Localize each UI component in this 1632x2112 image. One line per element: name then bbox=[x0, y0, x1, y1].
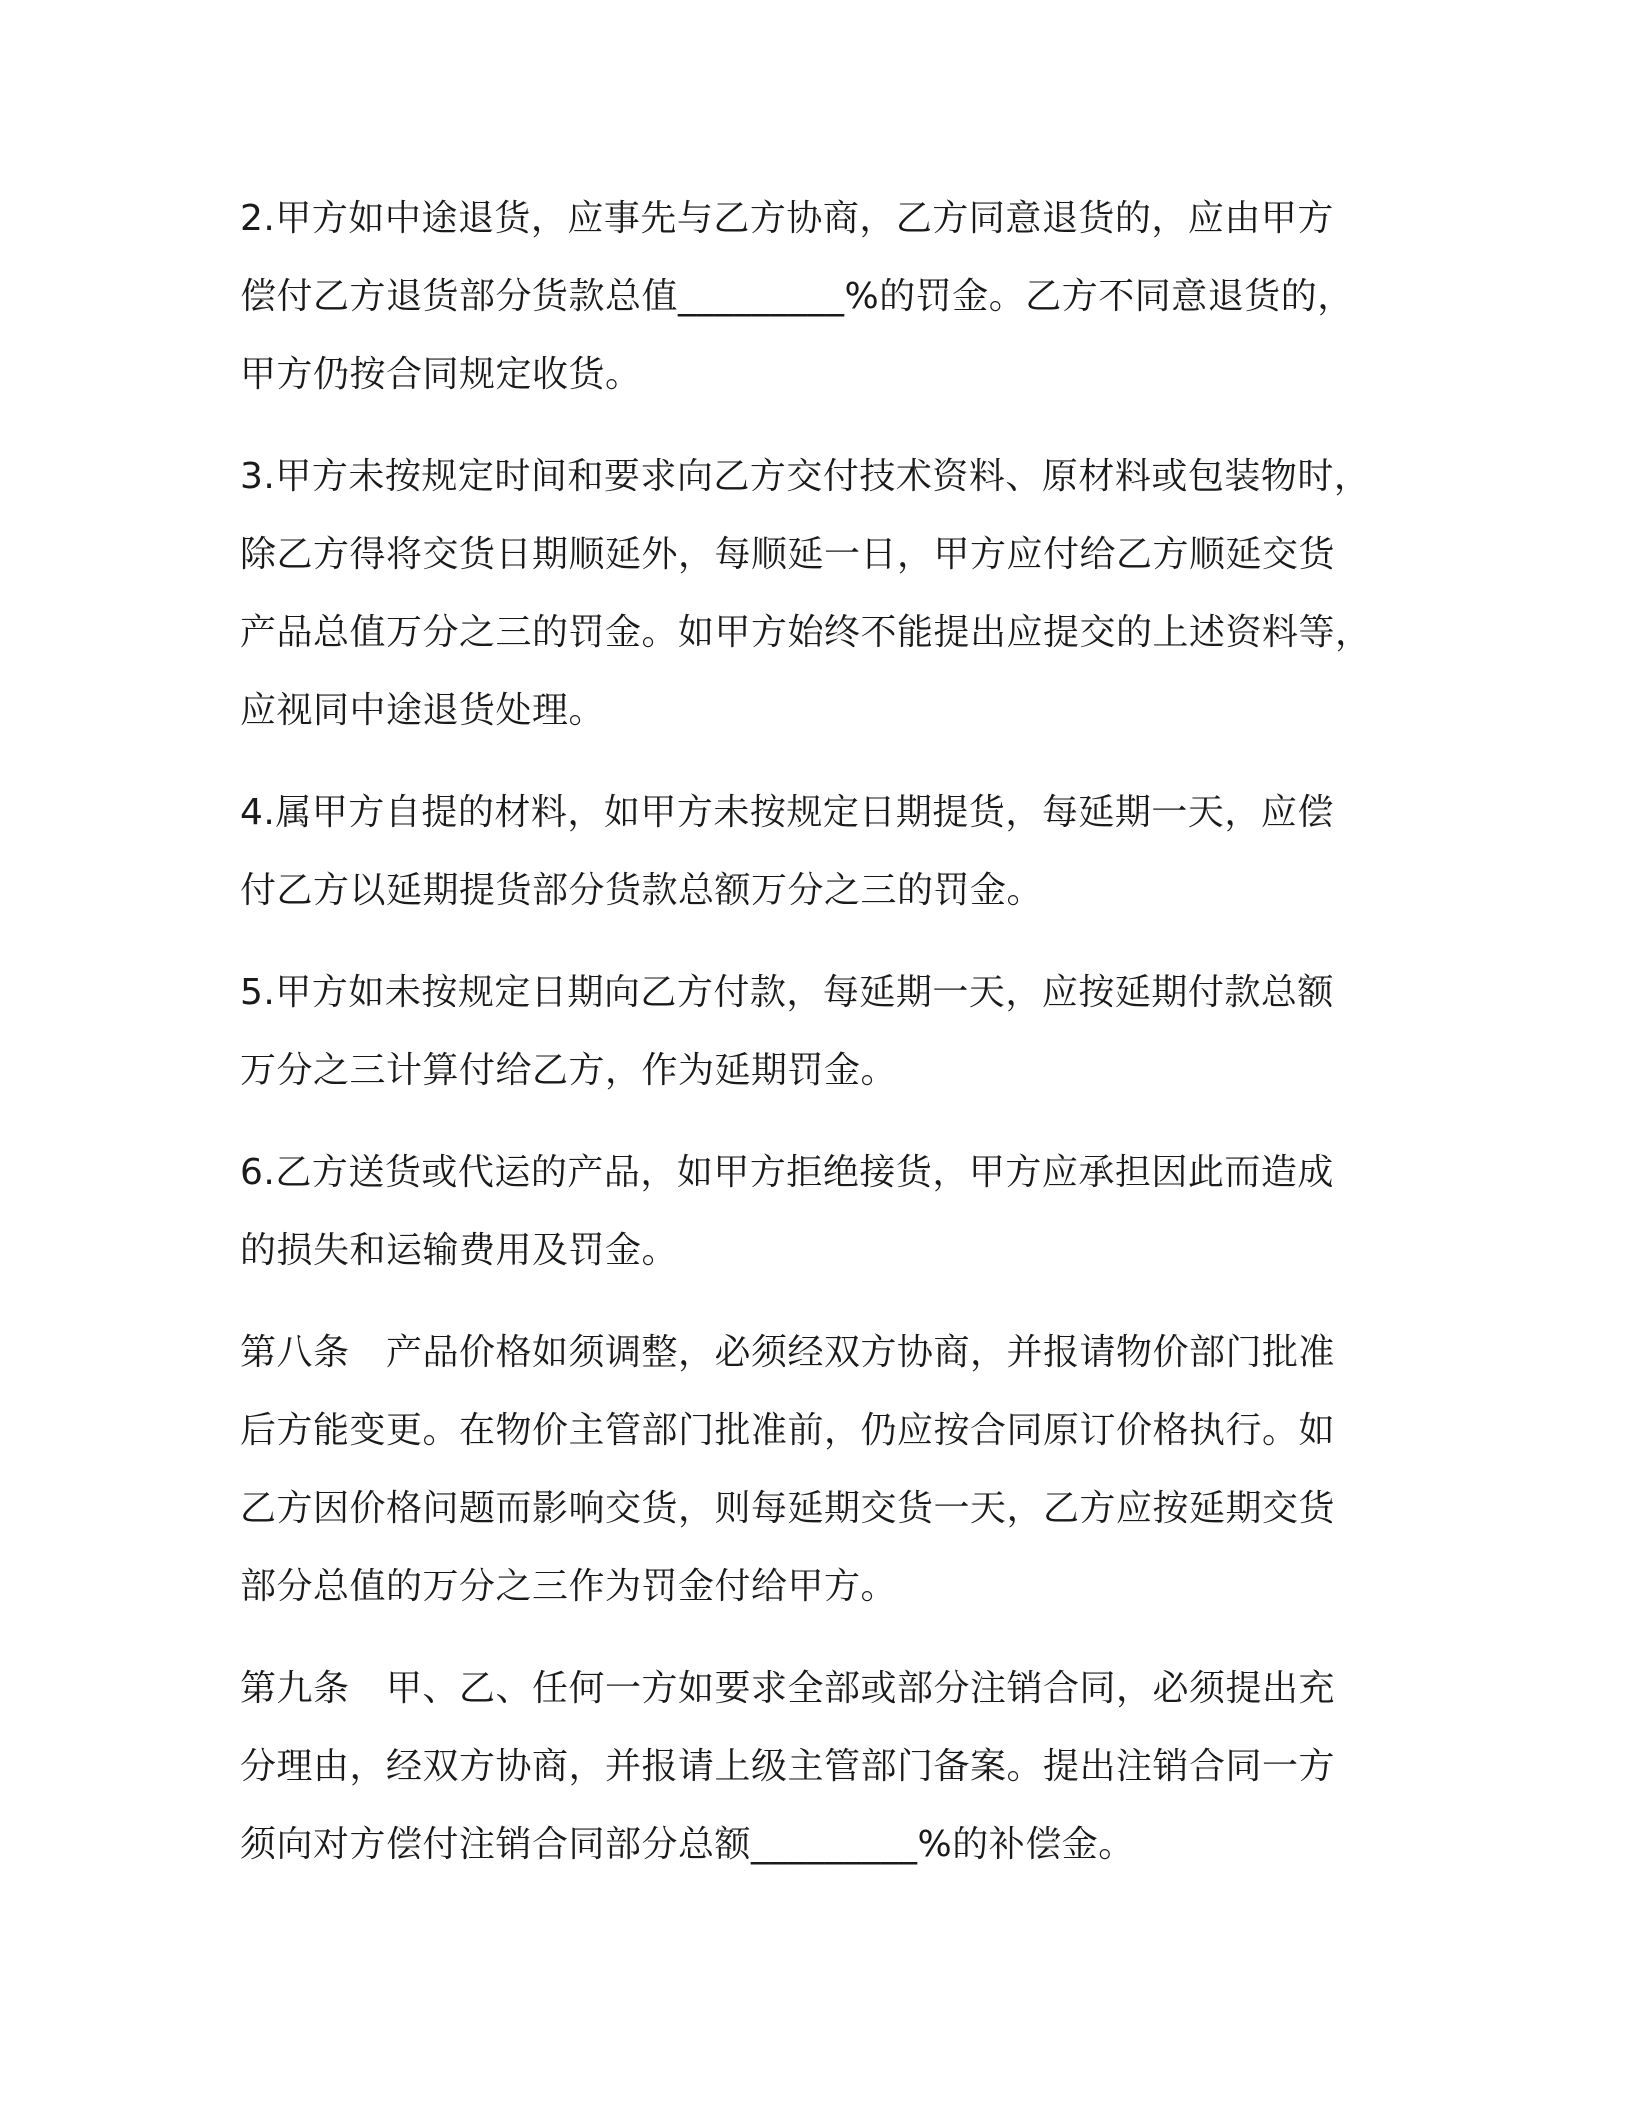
text-line: 分理由，经双方协商，并报请上级主管部门备案。提出注销合同一方 bbox=[240, 1746, 1336, 1787]
text-line: 除乙方得将交货日期顺延外，每顺延一日，甲方应付给乙方顺延交货 bbox=[240, 534, 1336, 575]
article-nine-contract-cancellation bbox=[240, 1650, 1390, 1884]
text-line: 应视同中途退货处理。 bbox=[240, 690, 606, 731]
text-line: 2.甲方如中途退货，应事先与乙方协商，乙方同意退货的，应由甲方 bbox=[240, 198, 1334, 239]
article-eight-price-adjustment bbox=[240, 1314, 1390, 1626]
text-line: 6.乙方送货或代运的产品，如甲方拒绝接货，甲方应承担因此而造成 bbox=[240, 1152, 1334, 1193]
text-line: 万分之三计算付给乙方，作为延期罚金。 bbox=[240, 1050, 898, 1091]
text-line: 3.甲方未按规定时间和要求向乙方交付技术资料、原材料或包装物时， bbox=[240, 456, 1371, 497]
clause-technical-materials bbox=[240, 438, 1390, 750]
text-line: 第八条 产品价格如须调整，必须经双方协商，并报请物价部门批准 bbox=[240, 1332, 1336, 1373]
text-line: 的损失和运输费用及罚金。 bbox=[240, 1230, 679, 1271]
text-line: 须向对方偿付注销合同部分总额_________%的补偿金。 bbox=[240, 1824, 1135, 1865]
text-line: 产品总值万分之三的罚金。如甲方始终不能提出应提交的上述资料等， bbox=[240, 612, 1372, 653]
clause-self-pickup bbox=[240, 774, 1390, 930]
text-line: 4.属甲方自提的材料，如甲方未按规定日期提货，每延期一天，应偿 bbox=[240, 792, 1334, 833]
text-line: 部分总值的万分之三作为罚金付给甲方。 bbox=[240, 1566, 898, 1607]
text-line: 偿付乙方退货部分货款总值_________%的罚金。乙方不同意退货的， bbox=[240, 276, 1354, 317]
clause-return-goods bbox=[240, 180, 1390, 414]
text-line: 后方能变更。在物价主管部门批准前，仍应按合同原订价格执行。如 bbox=[240, 1410, 1336, 1451]
text-line: 付乙方以延期提货部分货款总额万分之三的罚金。 bbox=[240, 870, 1044, 911]
text-line: 甲方仍按合同规定收货。 bbox=[240, 354, 642, 395]
text-line: 第九条 甲、乙、任何一方如要求全部或部分注销合同，必须提出充 bbox=[240, 1668, 1336, 1709]
clause-refuse-delivery bbox=[240, 1134, 1390, 1290]
text-line: 5.甲方如未按规定日期向乙方付款，每延期一天，应按延期付款总额 bbox=[240, 972, 1334, 1013]
clause-late-payment bbox=[240, 954, 1390, 1110]
document-body bbox=[240, 180, 1390, 1908]
text-line: 乙方因价格问题而影响交货，则每延期交货一天，乙方应按延期交货 bbox=[240, 1488, 1336, 1529]
